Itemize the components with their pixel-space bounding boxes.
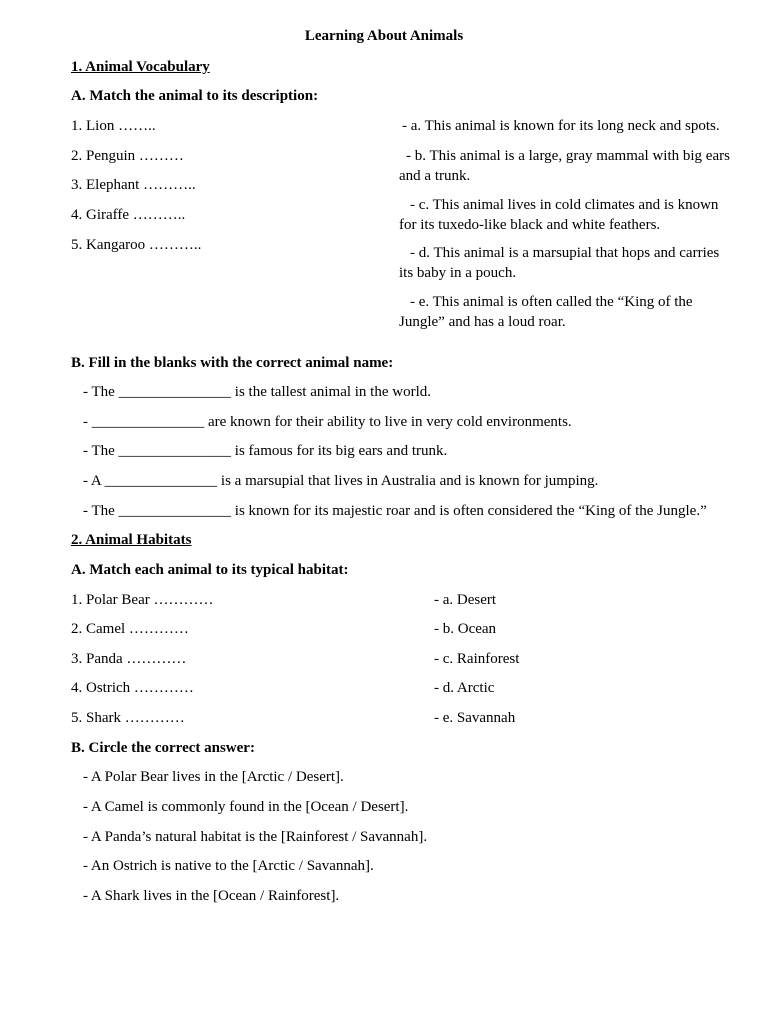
list-item: 2. Penguin ………: [71, 148, 184, 164]
list-item: 5. Kangaroo ………..: [71, 237, 202, 253]
list-item: 1. Lion ……..: [71, 118, 156, 134]
list-item: - b. This animal is a large, gray mammal with big ears and a trunk.: [399, 148, 730, 184]
section-2-heading: 2. Animal Habitats: [71, 532, 192, 548]
list-item: - A Polar Bear lives in the [Arctic / Desert].: [83, 769, 344, 785]
list-item: 3. Panda …………: [71, 651, 187, 667]
section-1a-heading: A. Match the animal to its description:: [71, 88, 319, 104]
page-title: Learning About Animals: [304, 28, 464, 44]
list-item: - a. Desert: [434, 592, 497, 608]
list-item: - c. This animal lives in cold climates and is known for its tuxedo-like black and white feathers.: [399, 197, 719, 233]
list-item: - b. Ocean: [434, 621, 497, 637]
list-item: - c. Rainforest: [434, 651, 520, 667]
section-2b-heading: B. Circle the correct answer:: [71, 740, 255, 756]
list-item: - The _______________ is the tallest animal in the world.: [83, 384, 432, 400]
list-item: - a. This animal is known for its long neck and spots.: [402, 118, 720, 134]
list-item: 3. Elephant ………..: [71, 177, 196, 193]
list-item: - _______________ are known for their ability to live in very cold environments.: [83, 414, 572, 430]
list-item: - The _______________ is famous for its big ears and trunk.: [83, 443, 448, 459]
list-item: 2. Camel …………: [71, 621, 189, 637]
list-item: - A _______________ is a marsupial that lives in Australia and is known for jumping.: [83, 473, 599, 489]
list-item: - An Ostrich is native to the [Arctic / Savannah].: [83, 858, 374, 874]
section-1-heading: 1. Animal Vocabulary: [71, 59, 210, 75]
list-item: - d. Arctic: [434, 680, 495, 696]
list-item: - A Shark lives in the [Ocean / Rainforest].: [83, 888, 340, 904]
list-item: - d. This animal is a marsupial that hops and carries its baby in a pouch.: [399, 245, 720, 281]
section-1b-heading: B. Fill in the blanks with the correct animal name:: [71, 355, 394, 371]
list-item: - A Camel is commonly found in the [Ocean / Desert].: [83, 799, 409, 815]
list-item: - e. This animal is often called the “King of the Jungle” and has a loud roar.: [399, 294, 693, 330]
list-item: - A Panda’s natural habitat is the [Rainforest / Savannah].: [83, 829, 428, 845]
list-item: 5. Shark …………: [71, 710, 185, 726]
list-item: 1. Polar Bear …………: [71, 592, 214, 608]
list-item: 4. Giraffe ………..: [71, 207, 186, 223]
list-item: - e. Savannah: [434, 710, 516, 726]
list-item: - The _______________ is known for its majestic roar and is often considered the “King of the Jungle.”: [83, 503, 707, 519]
section-2a-heading: A. Match each animal to its typical habitat:: [71, 562, 349, 578]
list-item: 4. Ostrich …………: [71, 680, 194, 696]
